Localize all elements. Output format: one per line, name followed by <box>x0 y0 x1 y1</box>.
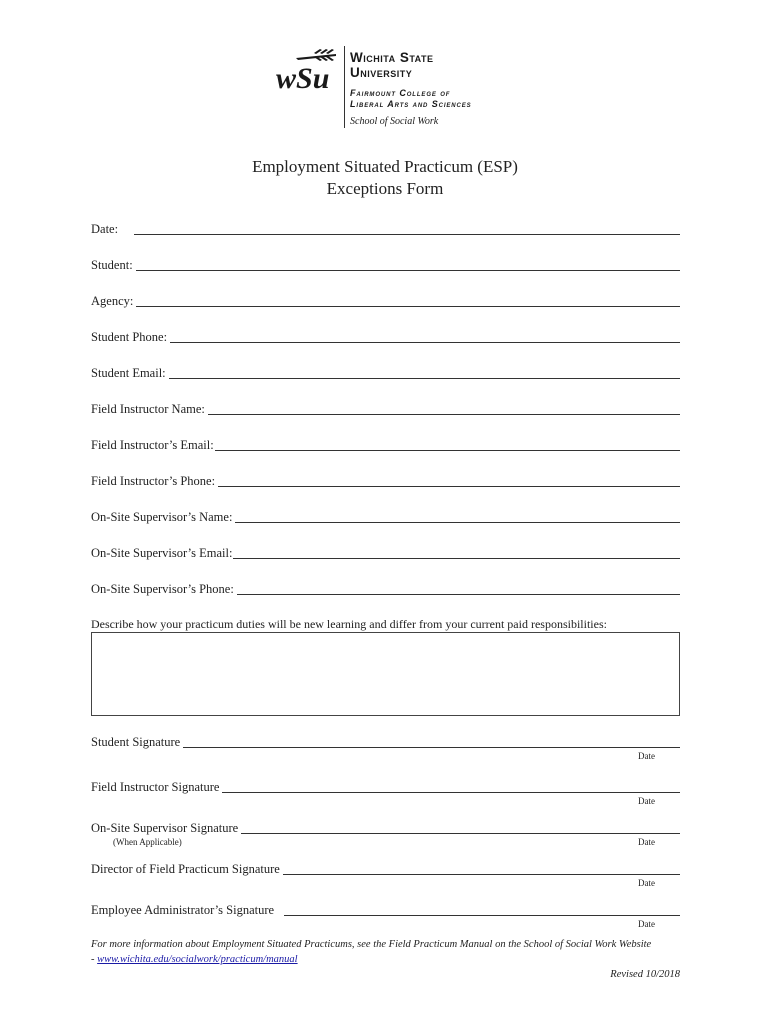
logo-college-line1: Fairmount College of <box>350 88 451 98</box>
footer-note <box>91 937 691 967</box>
field-instructor-name-line[interactable] <box>208 414 680 415</box>
employee-admin-signature-label: Employee Administrator’s Signature <box>91 903 275 917</box>
agency-label: Agency: <box>91 294 134 308</box>
student-signature-line[interactable] <box>183 747 680 748</box>
practicum-manual-link[interactable]: www.wichita.edu/socialwork/practicum/manual <box>97 954 298 965</box>
field-instructor-signature-label: Field Instructor Signature <box>91 780 220 794</box>
director-signature-line[interactable] <box>283 874 680 875</box>
director-signature-label: Director of Field Practicum Signature <box>91 862 280 876</box>
agency-line[interactable] <box>136 306 680 307</box>
description-textbox[interactable] <box>91 632 680 716</box>
employee-admin-signature-date-label: Date <box>638 919 655 929</box>
logo-college-line2: Liberal Arts and Sciences <box>350 99 472 109</box>
student-signature-date-label: Date <box>638 751 655 761</box>
director-signature-field[interactable] <box>91 858 680 878</box>
revised-date: Revised 10/2018 <box>610 969 680 980</box>
student-field[interactable] <box>91 254 680 274</box>
field-instructor-phone-field[interactable] <box>91 470 680 490</box>
date-label: Date: <box>91 222 119 236</box>
onsite-supervisor-signature-field[interactable] <box>91 817 680 837</box>
field-instructor-signature-date-label: Date <box>638 796 655 806</box>
logo-text <box>350 50 472 127</box>
employee-admin-signature-field[interactable] <box>91 899 680 919</box>
onsite-supervisor-email-line[interactable] <box>233 558 680 559</box>
describe-prompt: Describe how your practicum duties will be new learning and differ from your current paid responsibilities: <box>91 617 607 631</box>
student-label: Student: <box>91 258 133 272</box>
onsite-supervisor-email-label: On-Site Supervisor’s Email: <box>91 546 233 560</box>
logo-university-line2: University <box>350 65 413 80</box>
svg-text:wSu: wSu <box>276 62 330 95</box>
onsite-supervisor-phone-line[interactable] <box>237 594 680 595</box>
when-applicable-note: (When Applicable) <box>113 837 182 847</box>
logo-university-line1: Wichita State <box>350 50 434 65</box>
student-email-field[interactable] <box>91 362 680 382</box>
logo-divider <box>344 46 345 128</box>
onsite-supervisor-phone-field[interactable] <box>91 578 680 598</box>
logo-school: School of Social Work <box>350 116 439 127</box>
agency-field[interactable] <box>91 290 680 310</box>
field-instructor-phone-line[interactable] <box>218 486 680 487</box>
field-instructor-signature-field[interactable] <box>91 776 680 796</box>
form-title: Employment Situated Practicum (ESP) <box>252 157 518 176</box>
onsite-supervisor-signature-date-label: Date <box>638 837 655 847</box>
student-signature-label: Student Signature <box>91 735 181 749</box>
field-instructor-email-line[interactable] <box>215 450 680 451</box>
footer-link-prefix: - <box>91 954 98 965</box>
form-subtitle: Exceptions Form <box>326 179 444 198</box>
student-email-label: Student Email: <box>91 366 166 380</box>
date-field[interactable] <box>91 218 680 238</box>
director-signature-date-label: Date <box>638 878 655 888</box>
employee-admin-signature-line[interactable] <box>284 915 680 916</box>
date-line[interactable] <box>134 234 680 235</box>
onsite-supervisor-name-label: On-Site Supervisor’s Name: <box>91 510 233 524</box>
field-instructor-phone-label: Field Instructor’s Phone: <box>91 474 216 488</box>
university-logo <box>270 40 510 130</box>
student-email-line[interactable] <box>169 378 680 379</box>
field-instructor-name-label: Field Instructor Name: <box>91 402 205 416</box>
onsite-supervisor-name-line[interactable] <box>235 522 680 523</box>
student-line[interactable] <box>136 270 680 271</box>
onsite-supervisor-phone-label: On-Site Supervisor’s Phone: <box>91 582 234 596</box>
onsite-supervisor-name-field[interactable] <box>91 506 680 526</box>
student-phone-label: Student Phone: <box>91 330 168 344</box>
student-phone-field[interactable] <box>91 326 680 346</box>
footer-text: For more information about Employment Situated Practicums, see the Field Practicum Manual on the School of Social Work Website <box>91 939 652 950</box>
field-instructor-email-field[interactable] <box>91 434 680 454</box>
wsu-logo-icon <box>274 48 340 96</box>
student-phone-line[interactable] <box>170 342 680 343</box>
onsite-supervisor-signature-line[interactable] <box>241 833 680 834</box>
field-instructor-email-label: Field Instructor’s Email: <box>91 438 214 452</box>
field-instructor-signature-line[interactable] <box>222 792 680 793</box>
onsite-supervisor-email-field[interactable] <box>91 542 680 562</box>
student-signature-field[interactable] <box>91 731 680 751</box>
onsite-supervisor-signature-label: On-Site Supervisor Signature <box>91 821 239 835</box>
field-instructor-name-field[interactable] <box>91 398 680 418</box>
